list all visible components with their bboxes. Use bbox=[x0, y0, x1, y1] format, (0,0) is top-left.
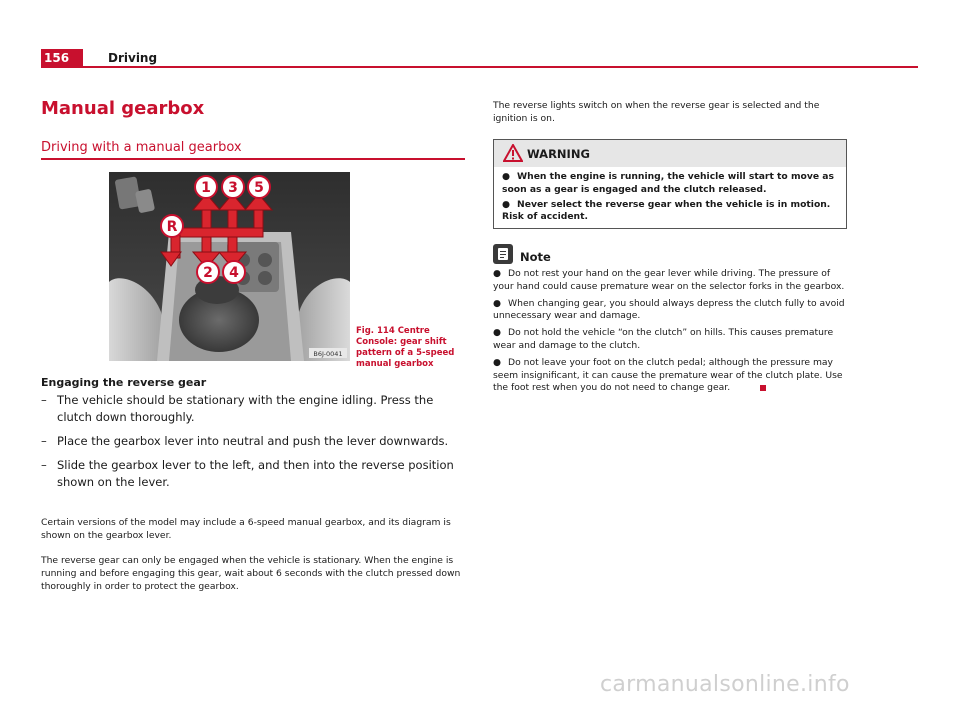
paragraph-6-speed: Certain versions of the model may include a 6-speed manual gearbox, and its diagram is shown on the gearbox lever. bbox=[41, 517, 451, 541]
page-number: 156 bbox=[41, 49, 83, 68]
subsection-rule bbox=[41, 158, 465, 160]
gear-shift-figure bbox=[109, 172, 350, 361]
warning-title: WARNING bbox=[527, 147, 590, 161]
figure-code: B6J-0041 bbox=[313, 350, 343, 358]
gear-label-2: 2 bbox=[203, 265, 213, 281]
gear-label-5: 5 bbox=[254, 180, 264, 196]
engaging-heading: Engaging the reverse gear bbox=[41, 376, 207, 389]
engaging-steps bbox=[41, 392, 465, 498]
step-item: – Place the gearbox lever into neutral and push the lever downwards. bbox=[41, 434, 449, 448]
warning-header bbox=[494, 140, 846, 167]
paragraph-reverse-stationary: The reverse gear can only be engaged when the vehicle is stationary. When the engine is running and before engaging this gear, wait about 6 seconds with the clutch pressed down thoroughly in order to protect the gearbox. bbox=[41, 555, 461, 592]
note-item: ● Do not rest your hand on the gear lever while driving. The pressure of your hand could cause premature wear on the selector forks in the gearbox. bbox=[493, 268, 845, 292]
note-title: Note bbox=[520, 250, 551, 264]
gear-shift-illustration bbox=[109, 172, 350, 361]
warning-item: ● Never select the reverse gear when the vehicle is in motion. Risk of accident. bbox=[502, 198, 831, 223]
header-rule bbox=[42, 66, 918, 68]
watermark: carmanualsonline.info bbox=[600, 672, 850, 697]
step-item: – Slide the gearbox lever to the left, and then into the reverse position shown on the lever. bbox=[41, 458, 454, 489]
page-title: Manual gearbox bbox=[41, 98, 205, 119]
note-item: ● When changing gear, you should always depress the clutch fully to avoid unnecessary wear and damage. bbox=[493, 297, 845, 322]
gear-label-4: 4 bbox=[229, 265, 239, 281]
gear-label-r: R bbox=[166, 219, 178, 235]
subsection-title: Driving with a manual gearbox bbox=[41, 140, 242, 155]
gear-label-1: 1 bbox=[201, 180, 211, 196]
note-icon bbox=[493, 244, 513, 268]
end-mark bbox=[760, 385, 766, 391]
warning-list bbox=[502, 171, 838, 226]
section-title: Driving bbox=[108, 51, 158, 65]
note-item: ● Do not hold the vehicle “on the clutch” on hills. This causes premature wear and damage to the clutch. bbox=[493, 327, 834, 351]
reverse-lights-text: The reverse lights switch on when the reverse gear is selected and the ignition is on. bbox=[493, 100, 820, 124]
step-item: – The vehicle should be stationary with the engine idling. Press the clutch down thoroughly. bbox=[41, 393, 434, 424]
note-item: ● Do not leave your foot on the clutch pedal; although the pressure may seem insignificant, it can cause the premature wear of the clutch plate. Use the foot rest when you do not need to change gear. bbox=[493, 356, 843, 394]
note-list bbox=[493, 268, 853, 399]
gear-label-3: 3 bbox=[228, 180, 238, 196]
warning-item: ● When the engine is running, the vehicle will start to move as soon as a gear is engaged and the clutch released. bbox=[502, 171, 834, 195]
warning-box bbox=[493, 139, 847, 229]
warning-icon bbox=[503, 144, 523, 166]
figure-caption: Fig. 114 Centre Console: gear shift pattern of a 5-speed manual gearbox bbox=[356, 326, 455, 369]
